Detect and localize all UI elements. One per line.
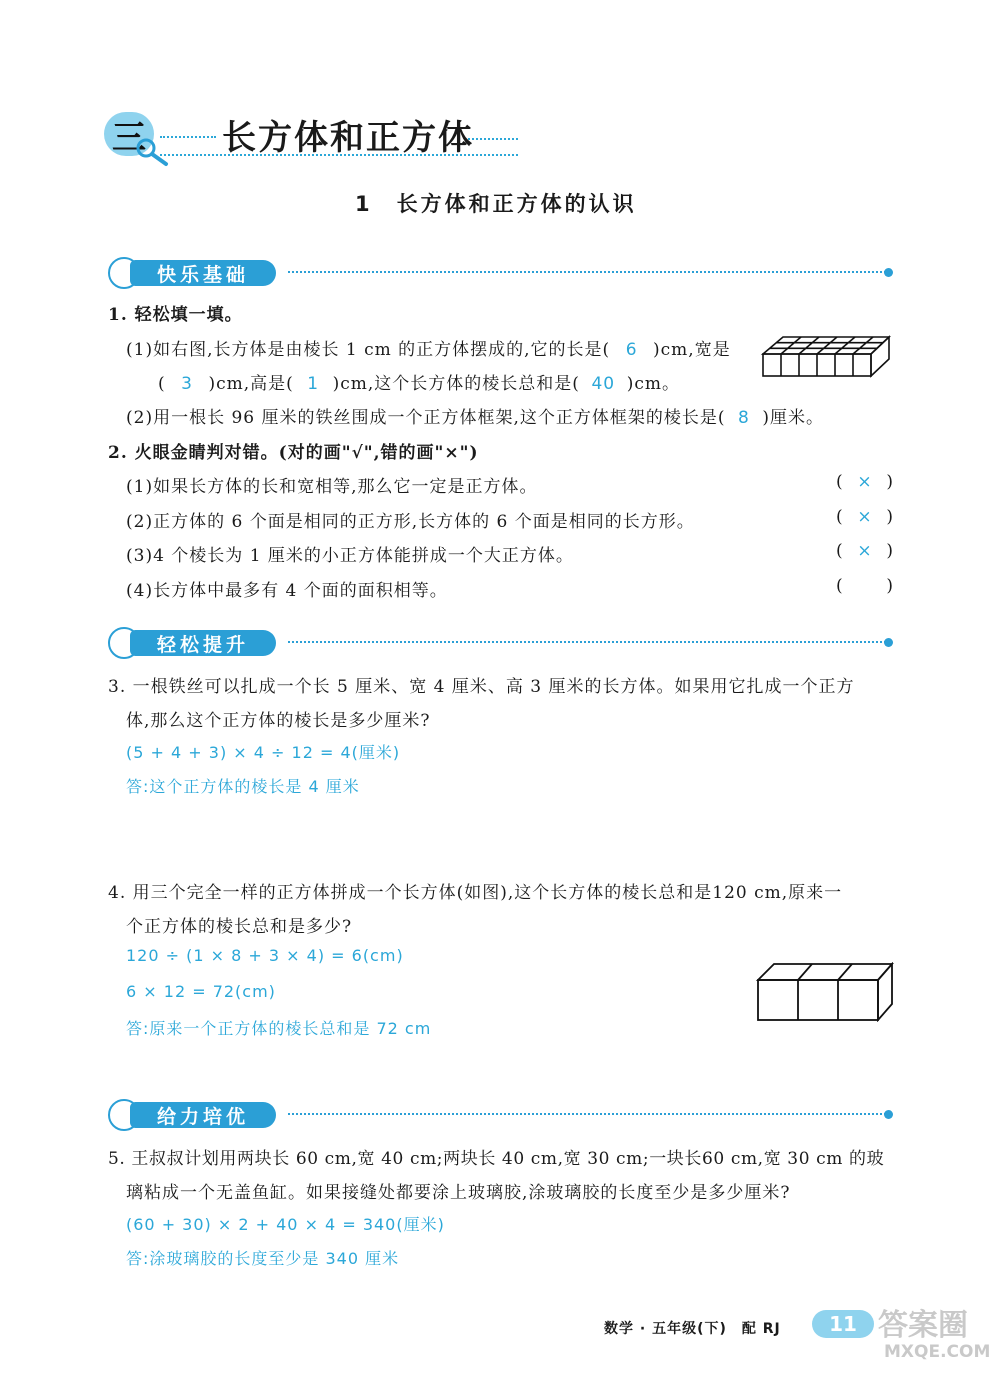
q2-item-2: (2)正方体的 6 个面是相同的正方形,长方体的 6 个面是相同的长方形。 (126, 512, 695, 532)
footer-label: 数学 · 五年级(下) 配 RJ (604, 1321, 781, 1337)
watermark-logo: 答案圈 (878, 1308, 968, 1343)
q2-item-3: (3)4 个棱长为 1 厘米的小正方体能拼成一个大正方体。 (126, 546, 574, 566)
section-dotted-line (288, 641, 886, 643)
q5-line2: 璃粘成一个无盖鱼缸。如果接缝处都要涂上玻璃胶,涂玻璃胶的长度至少是多少厘米? (126, 1183, 791, 1203)
q1-part1-line2 (158, 369, 680, 394)
q5-work: (60 + 30) × 2 + 40 × 4 = 340(厘米) (126, 1215, 445, 1234)
q2-title: 2. 火眼金睛判对错。(对的画"√",错的画"×") (108, 443, 479, 463)
q2-item-4: (4)长方体中最多有 4 个面的面积相等。 (126, 581, 448, 601)
q1-part2 (126, 403, 824, 428)
lesson-title: 1 长方体和正方体的认识 (355, 192, 637, 216)
bracket-close: ) (886, 541, 894, 561)
bracket-open: ( (836, 507, 844, 527)
bracket-open: ( (836, 576, 844, 596)
section-banner-improve (108, 626, 286, 660)
q1-answer-length: 6 (625, 340, 638, 360)
section-title-basic: 快乐基础 (130, 260, 276, 286)
three-cubes-figure (756, 962, 896, 1022)
bracket-open: ( (836, 472, 844, 492)
section-title-improve: 轻松提升 (130, 630, 276, 656)
q4-work-2: 6 × 12 = 72(cm) (126, 982, 276, 1001)
page-number: 11 (812, 1310, 874, 1338)
q5-answer: 答:涂玻璃胶的长度至少是 340 厘米 (126, 1249, 400, 1268)
section-dotted-line (288, 1113, 886, 1115)
q2-item-1: (1)如果长方体的长和宽相等,那么它一定是正方体。 (126, 477, 538, 497)
q3-answer: 答:这个正方体的棱长是 4 厘米 (126, 777, 360, 796)
q1-p1-text-d: )cm,高是( (208, 374, 294, 394)
section-line-dot (884, 638, 893, 647)
cuboid-6x3-figure (760, 332, 892, 380)
q2-item-3-answer: × (857, 541, 873, 561)
q1-p2-text-a: (2)用一根长 96 厘米的铁丝围成一个正方体框架,这个正方体框架的棱长是( (126, 408, 726, 428)
q1-p1-text-c: ( (158, 374, 166, 394)
q4-work-1: 120 ÷ (1 × 8 + 3 × 4) = 6(cm) (126, 946, 404, 965)
q3-line1: 3. 一根铁丝可以扎成一个长 5 厘米、宽 4 厘米、高 3 厘米的长方体。如果用它扎成一个正方 (108, 677, 855, 697)
q1-answer-total: 40 (591, 374, 616, 394)
q2-item-1-answer: × (857, 472, 873, 492)
q2-item-4-bracket (836, 576, 894, 596)
q4-answer: 答:原来一个正方体的棱长总和是 72 cm (126, 1019, 432, 1038)
q4-line1: 4. 用三个完全一样的正方体拼成一个长方体(如图),这个长方体的棱长总和是120 cm,原来一 (108, 883, 843, 903)
q3-work: (5 + 4 + 3) × 4 ÷ 12 = 4(厘米) (126, 743, 401, 762)
q1-title: 1. 轻松填一填。 (108, 305, 243, 325)
q1-p1-text-a: (1)如右图,长方体是由棱长 1 cm 的正方体摆成的,它的长是( (126, 340, 611, 360)
q2-item-3-bracket (836, 541, 894, 561)
watermark-url: MXQE.COM (884, 1342, 991, 1362)
q1-answer-height: 1 (307, 374, 320, 394)
section-line-dot (884, 268, 893, 277)
q1-answer-edge: 8 (738, 408, 750, 428)
q3-line2: 体,那么这个正方体的棱长是多少厘米? (126, 711, 431, 731)
magnifier-icon (136, 138, 176, 168)
bracket-close: ) (886, 576, 894, 596)
q5-line1: 5. 王叔叔计划用两块长 60 cm,宽 40 cm;两块长 40 cm,宽 30 cm;一块长60 cm,宽 30 cm 的玻 (108, 1149, 885, 1169)
q2-item-2-answer: × (857, 507, 873, 527)
q2-item-1-bracket (836, 472, 894, 492)
section-banner-basic (108, 256, 286, 290)
q1-p2-text-b: )厘米。 (762, 408, 825, 428)
bracket-open: ( (836, 541, 844, 561)
q4-line2: 个正方体的棱长总和是多少? (126, 917, 353, 937)
section-dotted-line (288, 271, 886, 273)
chapter-underline (160, 154, 518, 156)
chapter-dotted-line-left (160, 136, 216, 138)
section-banner-excel (108, 1098, 286, 1132)
q1-answer-width: 3 (181, 374, 193, 394)
q1-part1-line1 (126, 335, 731, 360)
chapter-title: 长方体和正方体 (222, 118, 474, 158)
section-line-dot (884, 1110, 893, 1119)
bracket-close: ) (886, 507, 894, 527)
q1-p1-text-f: )cm。 (626, 374, 680, 394)
q1-p1-text-b: )cm,宽是 (653, 340, 731, 360)
chapter-dotted-line-right (468, 138, 518, 140)
chapter-number: 三 (112, 117, 146, 158)
q1-p1-text-e: )cm,这个长方体的棱长总和是( (332, 374, 580, 394)
section-title-excel: 给力培优 (130, 1102, 276, 1128)
q2-item-2-bracket (836, 507, 894, 527)
bracket-close: ) (886, 472, 894, 492)
